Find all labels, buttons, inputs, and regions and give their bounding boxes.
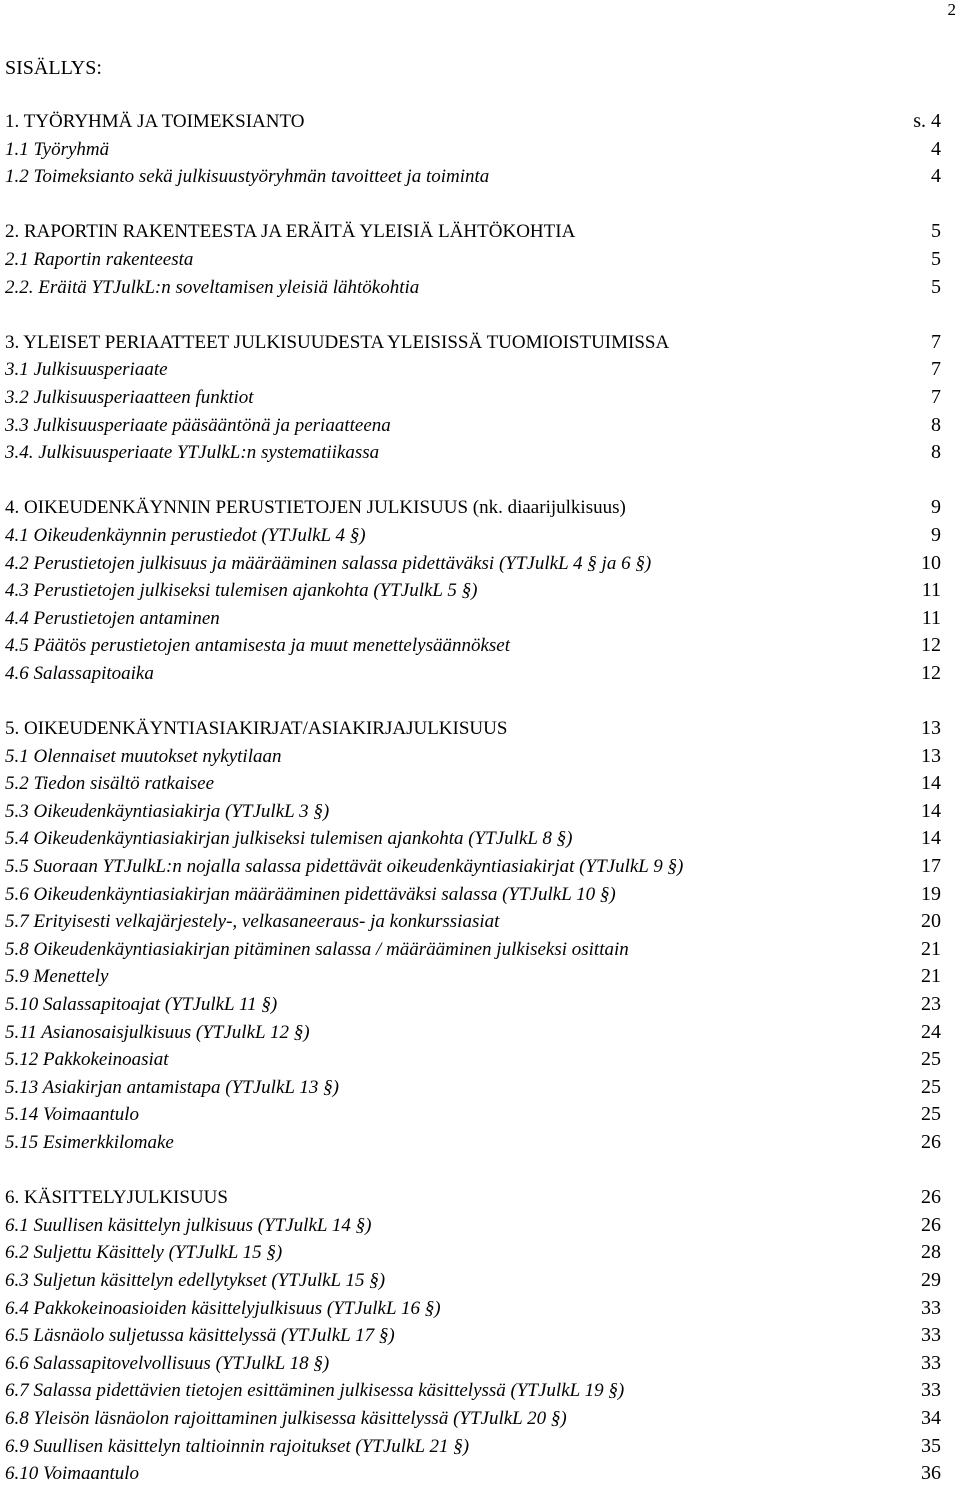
toc-entry-page: 19: [921, 882, 941, 905]
toc-entry-page: 14: [921, 772, 941, 795]
toc-entry-label: 3.1 Julkisuusperiaate: [5, 359, 168, 381]
toc-entry-label: 5.13 Asiakirjan antamistapa (YTJulkL 13 §): [5, 1076, 339, 1098]
toc-entry-label: 5.12 Pakkokeinoasiat: [5, 1049, 169, 1071]
toc-entry-label: 1.2 Toimeksianto sekä julkisuustyöryhmän tavoitteet ja toiminta: [5, 166, 490, 188]
toc-entry-page: 26: [921, 1186, 941, 1209]
toc-entry-label: 5.9 Menettely: [5, 966, 109, 988]
toc-entry-label: 6.4 Pakkokeinoasioiden käsittelyjulkisuus (YTJulkL 16 §): [5, 1297, 441, 1319]
toc-entry-page: 25: [921, 1103, 941, 1126]
toc-entry-page: 33: [921, 1379, 941, 1402]
toc-entry-label: 5.5 Suoraan YTJulkL:n nojalla salassa pidettävät oikeudenkäyntiasiakirjat (YTJulkL 9 §): [5, 856, 684, 878]
toc-entry-page: 5: [931, 247, 941, 270]
toc-section-entry: [5, 1101, 941, 1129]
toc-section-entry: [5, 991, 941, 1019]
toc-section-entry: [5, 1405, 941, 1433]
toc-entry-label: 5.4 Oikeudenkäyntiasiakirjan julkiseksi tulemisen ajankohta (YTJulkL 8 §): [5, 828, 573, 850]
table-of-contents: [5, 108, 941, 1488]
toc-section-entry: [5, 1350, 941, 1378]
toc-entry-label: 5.14 Voimaantulo: [5, 1104, 140, 1126]
toc-entry-label: 1. TYÖRYHMÄ JA TOIMEKSIANTO: [5, 111, 305, 132]
toc-entry-label: 3. YLEISET PERIAATTEET JULKISUUDESTA YLEISISSÄ TUOMIOISTUIMISSA: [5, 331, 670, 353]
toc-section-entry: [5, 1433, 941, 1461]
toc-entry-label: 6.10 Voimaantulo: [5, 1463, 140, 1485]
toc-entry-page: 7: [931, 330, 941, 353]
toc-entry-label: 5.3 Oikeudenkäyntiasiakirja (YTJulkL 3 §): [5, 800, 330, 822]
toc-entry-label: 6.6 Salassapitovelvollisuus (YTJulkL 18 §): [5, 1352, 330, 1374]
toc-section-entry: [5, 577, 941, 605]
toc-entry-page: 35: [921, 1434, 941, 1457]
toc-entry-label: 5.10 Salassapitoajat (YTJulkL 11 §): [5, 994, 278, 1015]
toc-section-entry: [5, 246, 941, 274]
toc-section-entry: [5, 1019, 941, 1047]
toc-entry-label: 2.1 Raportin rakenteesta: [5, 248, 194, 270]
toc-section-entry: [5, 384, 941, 412]
toc-entry-page: 7: [931, 358, 941, 381]
toc-entry-page: 17: [921, 855, 941, 878]
toc-entry-label: 5.2 Tiedon sisältö ratkaisee: [5, 773, 214, 795]
toc-section-entry: [5, 798, 941, 826]
toc-entry-label: 5.1 Olennaiset muutokset nykytilaan: [5, 745, 282, 767]
toc-chapter-entry: [5, 494, 941, 522]
toc-section-entry: [5, 1377, 941, 1405]
toc-entry-label: 4.3 Perustietojen julkiseksi tulemisen ajankohta (YTJulkL 5 §): [5, 580, 478, 602]
toc-entry-label: 2.2. Eräitä YTJulkL:n soveltamisen yleisiä lähtökohtia: [5, 276, 420, 298]
toc-chapter-entry: [5, 715, 941, 743]
toc-entry-page: 26: [921, 1130, 941, 1153]
toc-entry-label: 6.1 Suullisen käsittelyn julkisuus (YTJulkL 14 §): [5, 1214, 372, 1236]
toc-entry-page: s. 4: [913, 110, 941, 132]
toc-entry-page: 10: [921, 551, 941, 574]
toc-entry-page: 25: [921, 1048, 941, 1071]
toc-entry-label: 3.3 Julkisuusperiaate pääsääntönä ja periaatteena: [5, 414, 391, 436]
toc-section-entry: [5, 163, 941, 191]
toc-section-entry: [5, 605, 941, 633]
toc-entry-page: 25: [921, 1075, 941, 1098]
toc-entry-page: 13: [921, 717, 941, 740]
toc-entry-page: 11: [921, 606, 941, 629]
toc-entry-label: 6. KÄSITTELYJULKISUUS: [5, 1187, 228, 1209]
toc-entry-label: 4. OIKEUDENKÄYNNIN PERUSTIETOJEN JULKISUUS (nk. diaarijulkisuus): [5, 497, 626, 519]
toc-entry-page: 4: [931, 137, 941, 160]
toc-entry-label: 5.7 Erityisesti velkajärjestely-, velkasaneeraus- ja konkurssiasiat: [5, 911, 500, 933]
toc-section-entry: [5, 853, 941, 881]
toc-section-entry: [5, 743, 941, 771]
toc-entry-page: 9: [931, 496, 941, 519]
toc-entry-label: 2. RAPORTIN RAKENTEESTA JA ERÄITÄ YLEISIÄ LÄHTÖKOHTIA: [5, 221, 576, 243]
toc-section-entry: [5, 550, 941, 578]
toc-entry-label: 4.6 Salassapitoaika: [5, 662, 154, 684]
toc-entry-label: 6.7 Salassa pidettävien tietojen esittäminen julkisessa käsittelyssä (YTJulkL 19 §): [5, 1380, 625, 1402]
toc-entry-label: 6.9 Suullisen käsittelyn taltioinnin rajoitukset (YTJulkL 21 §): [5, 1435, 470, 1457]
toc-entry-page: 5: [931, 275, 941, 298]
toc-entry-page: 20: [921, 910, 941, 933]
toc-entry-label: 6.8 Yleisön läsnäolon rajoittaminen julkisessa käsittelyssä (YTJulkL 20 §): [5, 1407, 567, 1429]
toc-entry-page: 23: [921, 993, 941, 1015]
toc-entry-label: 4.5 Päätös perustietojen antamisesta ja muut menettelysäännökset: [5, 635, 511, 657]
toc-entry-label: 5.6 Oikeudenkäyntiasiakirjan määrääminen pidettäväksi salassa (YTJulkL 10 §): [5, 883, 616, 905]
toc-entry-label: 3.4. Julkisuusperiaate YTJulkL:n systematiikassa: [5, 442, 380, 464]
toc-section-entry: [5, 1267, 941, 1295]
toc-chapter-entry: [5, 108, 941, 136]
toc-section-entry: [5, 412, 941, 440]
toc-entry-page: 24: [921, 1020, 941, 1043]
toc-entry-page: 36: [921, 1462, 941, 1485]
toc-entry-label: 4.1 Oikeudenkäynnin perustiedot (YTJulkL 4 §): [5, 524, 366, 546]
toc-entry-label: 6.2 Suljettu Käsittely (YTJulkL 15 §): [5, 1242, 283, 1264]
toc-entry-page: 12: [921, 661, 941, 684]
toc-entry-page: 14: [921, 799, 941, 822]
toc-entry-page: 4: [931, 165, 941, 188]
toc-entry-label: 5.11 Asianosaisjulkisuus (YTJulkL 12 §): [5, 1021, 310, 1043]
toc-section-entry: [5, 632, 941, 660]
toc-section-entry: [5, 825, 941, 853]
toc-entry-label: 5. OIKEUDENKÄYNTIASIAKIRJAT/ASIAKIRJAJULKISUUS: [5, 718, 508, 740]
toc-entry-label: 5.15 Esimerkkilomake: [5, 1131, 174, 1153]
toc-entry-label: 3.2 Julkisuusperiaatteen funktiot: [5, 386, 254, 408]
toc-section-entry: [5, 963, 941, 991]
toc-entry-page: 21: [921, 965, 941, 988]
toc-entry-page: 33: [921, 1296, 941, 1319]
toc-section-entry: [5, 908, 941, 936]
toc-entry-page: 14: [921, 827, 941, 850]
toc-section-entry: [5, 1295, 941, 1323]
toc-section-entry: [5, 1322, 941, 1350]
toc-section-entry: [5, 1046, 941, 1074]
toc-section-entry: [5, 1460, 941, 1488]
toc-chapter-entry: [5, 218, 941, 246]
toc-entry-page: 29: [921, 1268, 941, 1291]
toc-entry-page: 34: [921, 1406, 941, 1429]
toc-entry-page: 12: [921, 634, 941, 657]
toc-entry-label: 5.8 Oikeudenkäyntiasiakirjan pitäminen salassa / määrääminen julkiseksi osittain: [5, 938, 629, 960]
toc-section-entry: [5, 936, 941, 964]
toc-entry-page: 5: [931, 220, 941, 243]
toc-entry-page: 8: [931, 441, 941, 464]
toc-section-entry: [5, 522, 941, 550]
page-number: 2: [947, 0, 956, 19]
toc-entry-label: 4.4 Perustietojen antaminen: [5, 607, 220, 629]
toc-section-entry: [5, 1239, 941, 1267]
toc-entry-page: 26: [921, 1213, 941, 1236]
toc-entry-label: 6.3 Suljetun käsittelyn edellytykset (YTJulkL 15 §): [5, 1269, 386, 1291]
toc-section-entry: [5, 274, 941, 302]
toc-entry-page: 9: [931, 523, 941, 546]
toc-entry-page: 8: [931, 413, 941, 436]
toc-entry-page: 33: [921, 1324, 941, 1347]
toc-entry-label: 6.5 Läsnäolo suljetussa käsittelyssä (YTJulkL 17 §): [5, 1325, 395, 1347]
toc-entry-page: 11: [921, 579, 941, 602]
toc-entry-page: 33: [921, 1351, 941, 1374]
toc-entry-label: 1.1 Työryhmä: [5, 138, 110, 160]
toc-section-entry: [5, 1129, 941, 1157]
toc-section-entry: [5, 770, 941, 798]
toc-section-entry: [5, 660, 941, 688]
toc-section-entry: [5, 1212, 941, 1240]
toc-section-entry: [5, 356, 941, 384]
toc-chapter-entry: [5, 1184, 941, 1212]
toc-section-entry: [5, 439, 941, 467]
toc-section-entry: [5, 136, 941, 164]
toc-entry-label: 4.2 Perustietojen julkisuus ja määrääminen salassa pidettäväksi (YTJulkL 4 § ja 6 §): [5, 552, 652, 574]
toc-section-entry: [5, 881, 941, 909]
toc-chapter-entry: [5, 329, 941, 357]
toc-entry-page: 7: [931, 385, 941, 408]
toc-entry-page: 28: [921, 1241, 941, 1264]
toc-title: SISÄLLYS:: [5, 57, 102, 79]
toc-entry-page: 21: [921, 937, 941, 960]
toc-section-entry: [5, 1074, 941, 1102]
toc-entry-page: 13: [921, 744, 941, 767]
